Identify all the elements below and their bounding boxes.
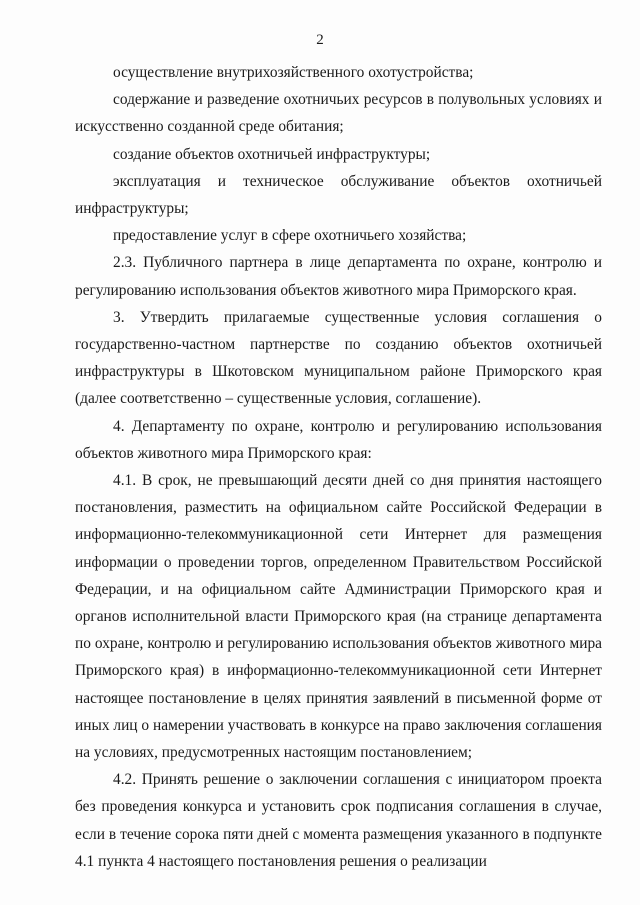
document-body: [75, 59, 602, 875]
paragraph-breeding-resources: содержание и разведение охотничьих ресурсов в полувольных условиях и искусственно созданной среде обитания;: [75, 91, 602, 136]
paragraph-hunting-management: осуществление внутрихозяйственного охотустройства;: [113, 64, 474, 81]
paragraph-4-2-decision: 4.2. Принять решение о заключении соглашения с инициатором проекта без проведения конкурса и установить срок подписания соглашения в случае, если в течение сорока пяти дней с момента размещения указанного в подпункте 4.1 пункта 4 настоящего постановления решения о реализации: [75, 771, 602, 870]
paragraph-4-department: 4. Департаменту по охране, контролю и регулированию использования объектов животного мира Приморского края:: [75, 417, 602, 462]
paragraph-infrastructure-maintenance: эксплуатация и техническое обслуживание объектов охотничьей инфраструктуры;: [75, 172, 602, 218]
paragraph-4-1-publish: 4.1. В срок, не превышающий десяти дней со дня принятия настоящего постановления, разместить на официальном сайте Российской Федерации в информационно-телекоммуникационной сети Интернет для размещения информации о проведении торгов, определенном Правительством Российской Федерации, и на официальном сайте Администрации Приморского края и органов исполнительной власти Приморского края (на странице департамента по охране, контролю и регулированию использования объектов животного мира Приморского края) в информационно-телекоммуникационной сети Интернет настоящее постановление в целях принятия заявлений в письменной форме от иных лиц о намерении участвовать в конкурсе на право заключения соглашения на условиях, предусмотренных настоящим постановлением;: [75, 472, 602, 762]
paragraph-hunting-services: предоставление услуг в сфере охотничьего хозяйства;: [113, 227, 467, 245]
page-number: 2: [316, 32, 324, 48]
paragraph-infrastructure-creation: создание объектов охотничьей инфраструктуры;: [113, 145, 431, 163]
paragraph-3-approve-conditions: 3. Утвердить прилагаемые существенные условия соглашения о государственно-частном партнерстве по созданию объектов охотничьей инфраструктуры в Шкотовском муниципальном районе Приморского края (далее соответственно – существенные условия, соглашение).: [75, 308, 602, 408]
paragraph-2-3-public-partner: 2.3. Публичного партнера в лице департамента по охране, контролю и регулированию использования объектов животного мира Приморского края.: [75, 254, 602, 299]
